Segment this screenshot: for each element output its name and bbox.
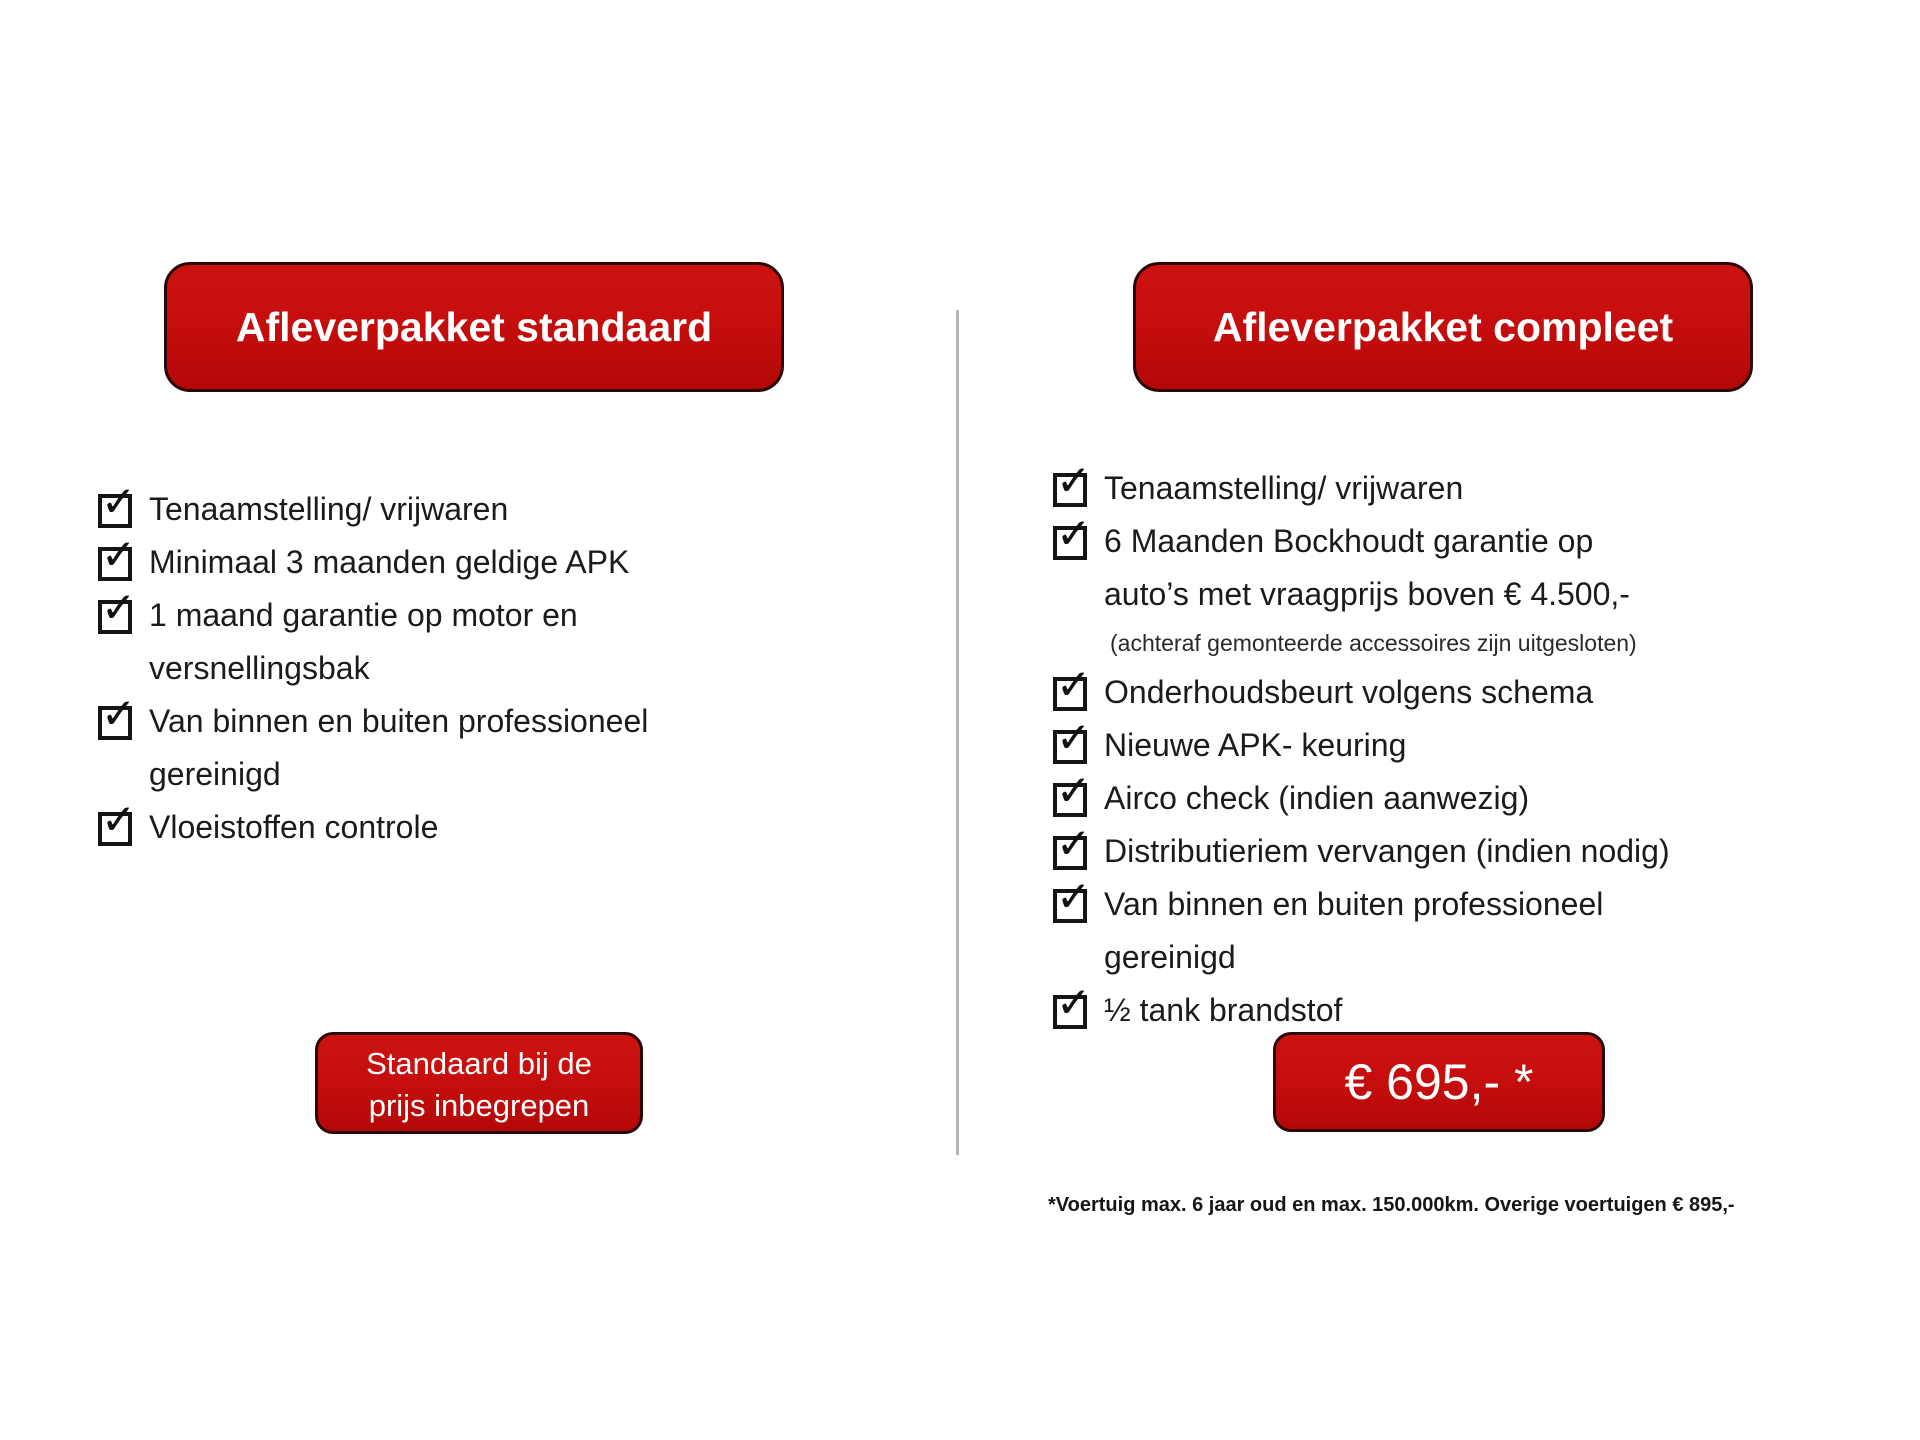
checked-checkbox-icon: [1053, 766, 1092, 817]
checklist-item: [1053, 660, 1670, 719]
checklist-item: [1053, 713, 1670, 772]
item-line: ½ tank brandstof: [1104, 992, 1343, 1028]
item-text: [1104, 462, 1463, 515]
standard-package-checklist: [98, 477, 649, 854]
check-mark-icon: ✓: [101, 689, 137, 738]
checklist-item: [1053, 766, 1670, 825]
item-note: (achteraf gemonteerde accessoires zijn uitgesloten): [1110, 630, 1637, 656]
vertical-divider: [956, 310, 959, 1155]
item-text: [149, 801, 438, 854]
checked-checkbox-icon: [1053, 713, 1092, 764]
badge-line-1: Standaard bij de: [366, 1046, 592, 1081]
item-line: versnellingsbak: [149, 650, 370, 686]
checklist-item: [98, 583, 648, 695]
item-line: Van binnen en buiten professioneel: [1104, 886, 1604, 922]
standard-package-header: Afleverpakket standaard: [164, 262, 784, 392]
checked-checkbox-icon: [98, 477, 137, 528]
item-line: Airco check (indien aanwezig): [1104, 780, 1530, 816]
price-badge: € 695,- *: [1273, 1032, 1605, 1132]
check-mark-icon: ✓: [1056, 766, 1092, 815]
item-text: [149, 589, 578, 695]
item-line: Tenaamstelling/ vrijwaren: [149, 491, 509, 527]
price-footnote: *Voertuig max. 6 jaar oud en max. 150.000km. Overige voertuigen € 895,-: [1048, 1194, 1735, 1216]
badge-line-2: prijs inbegrepen: [368, 1088, 590, 1123]
checklist-item: [1053, 456, 1670, 515]
item-text: [149, 695, 648, 801]
check-mark-icon: ✓: [101, 795, 137, 844]
check-mark-icon: ✓: [1056, 456, 1092, 505]
check-mark-icon: ✓: [1056, 819, 1092, 868]
item-line: 1 maand garantie op motor en: [149, 597, 578, 633]
checklist-item: [98, 477, 648, 536]
checklist-item: [98, 795, 648, 854]
check-mark-icon: ✓: [101, 477, 137, 526]
checked-checkbox-icon: [1053, 978, 1092, 1029]
item-line: gereinigd: [149, 756, 281, 792]
item-text: [1104, 772, 1529, 825]
item-text: [1104, 825, 1670, 878]
check-mark-icon: ✓: [1056, 509, 1092, 558]
checked-checkbox-icon: [1053, 509, 1092, 560]
item-line: auto’s met vraagprijs boven € 4.500,-: [1104, 576, 1630, 612]
complete-package-header: Afleverpakket compleet: [1133, 262, 1753, 392]
item-line: Vloeistoffen controle: [149, 809, 439, 845]
checked-checkbox-icon: [1053, 819, 1092, 870]
check-mark-icon: ✓: [1056, 872, 1092, 921]
checked-checkbox-icon: [1053, 456, 1092, 507]
checked-checkbox-icon: [98, 583, 137, 634]
item-line: Nieuwe APK- keuring: [1104, 727, 1407, 763]
checked-checkbox-icon: [1053, 872, 1092, 923]
check-mark-icon: ✓: [101, 583, 137, 632]
item-line: Tenaamstelling/ vrijwaren: [1104, 470, 1464, 506]
complete-package-checklist: [1053, 456, 1670, 1037]
standard-included-badge: [315, 1032, 643, 1134]
item-text: [1104, 666, 1593, 719]
checklist-item: [98, 530, 648, 589]
checklist-item: [98, 689, 649, 801]
item-line: Distributieriem vervangen (indien nodig): [1104, 833, 1670, 869]
item-text: [149, 483, 508, 536]
checklist-item: [1053, 872, 1670, 984]
check-mark-icon: ✓: [1056, 660, 1092, 709]
item-text: [1104, 719, 1406, 772]
checked-checkbox-icon: [98, 530, 137, 581]
checklist-item: [1053, 978, 1670, 1037]
checked-checkbox-icon: [1053, 660, 1092, 711]
check-mark-icon: ✓: [101, 530, 137, 579]
check-mark-icon: ✓: [1056, 713, 1092, 762]
checklist-item: [1053, 819, 1670, 878]
checklist-item: [1053, 509, 1670, 666]
checked-checkbox-icon: [98, 795, 137, 846]
checked-checkbox-icon: [98, 689, 137, 740]
item-text: [1104, 515, 1637, 666]
item-text: [1104, 984, 1342, 1037]
item-text: [1104, 878, 1603, 984]
item-text: [149, 536, 629, 589]
item-line: Onderhoudsbeurt volgens schema: [1104, 674, 1594, 710]
item-line: 6 Maanden Bockhoudt garantie op: [1104, 523, 1594, 559]
item-line: gereinigd: [1104, 939, 1236, 975]
item-line: Van binnen en buiten professioneel: [149, 703, 649, 739]
check-mark-icon: ✓: [1056, 978, 1092, 1027]
item-line: Minimaal 3 maanden geldige APK: [149, 544, 630, 580]
